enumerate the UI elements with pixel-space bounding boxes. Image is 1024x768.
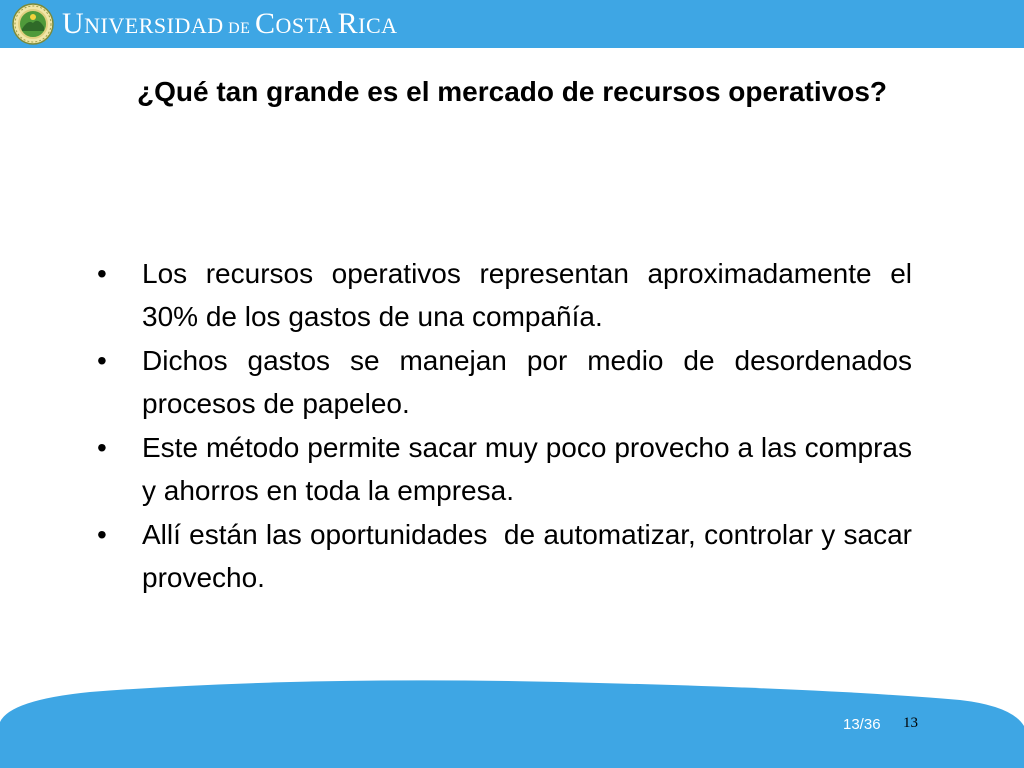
bullet-text: Dichos gastos se manejan por medio de desordenados procesos de papeleo.: [142, 345, 912, 419]
bullet-marker: •: [97, 345, 107, 376]
bullet-marker: •: [97, 432, 107, 463]
university-word-1: NIVERSIDAD: [84, 13, 224, 38]
page-number: 13: [903, 715, 918, 731]
slide-title: ¿Qué tan grande es el mercado de recursos operativos?: [136, 76, 888, 107]
university-word-2: OSTA: [275, 13, 334, 38]
bullet-text: Allí están las oportunidades de automatizar, controlar y sacar provecho.: [142, 519, 920, 593]
bullet-marker: •: [97, 258, 107, 289]
bullet-item: [97, 339, 912, 425]
header-bar: [0, 0, 1024, 48]
bullet-marker: •: [97, 519, 107, 550]
bullet-item: [97, 513, 920, 599]
bullet-list: [97, 252, 920, 600]
university-word-de: DE: [228, 20, 251, 37]
university-initial-c: C: [254, 7, 276, 40]
bullet-text: Este método permite sacar muy poco provecho a las compras y ahorros en toda la empresa.: [142, 432, 912, 506]
bullet-item: [97, 252, 912, 338]
university-name: [62, 8, 398, 40]
bullet-text: Los recursos operativos representan aproximadamente el 30% de los gastos de una compañía.: [142, 258, 912, 332]
page-indicator: 13/36: [843, 716, 881, 733]
university-initial-r: R: [337, 7, 359, 40]
bullet-item: [97, 426, 912, 512]
university-initial-u: U: [62, 7, 85, 40]
university-seal-icon: [12, 3, 54, 45]
university-word-3: ICA: [358, 13, 398, 38]
